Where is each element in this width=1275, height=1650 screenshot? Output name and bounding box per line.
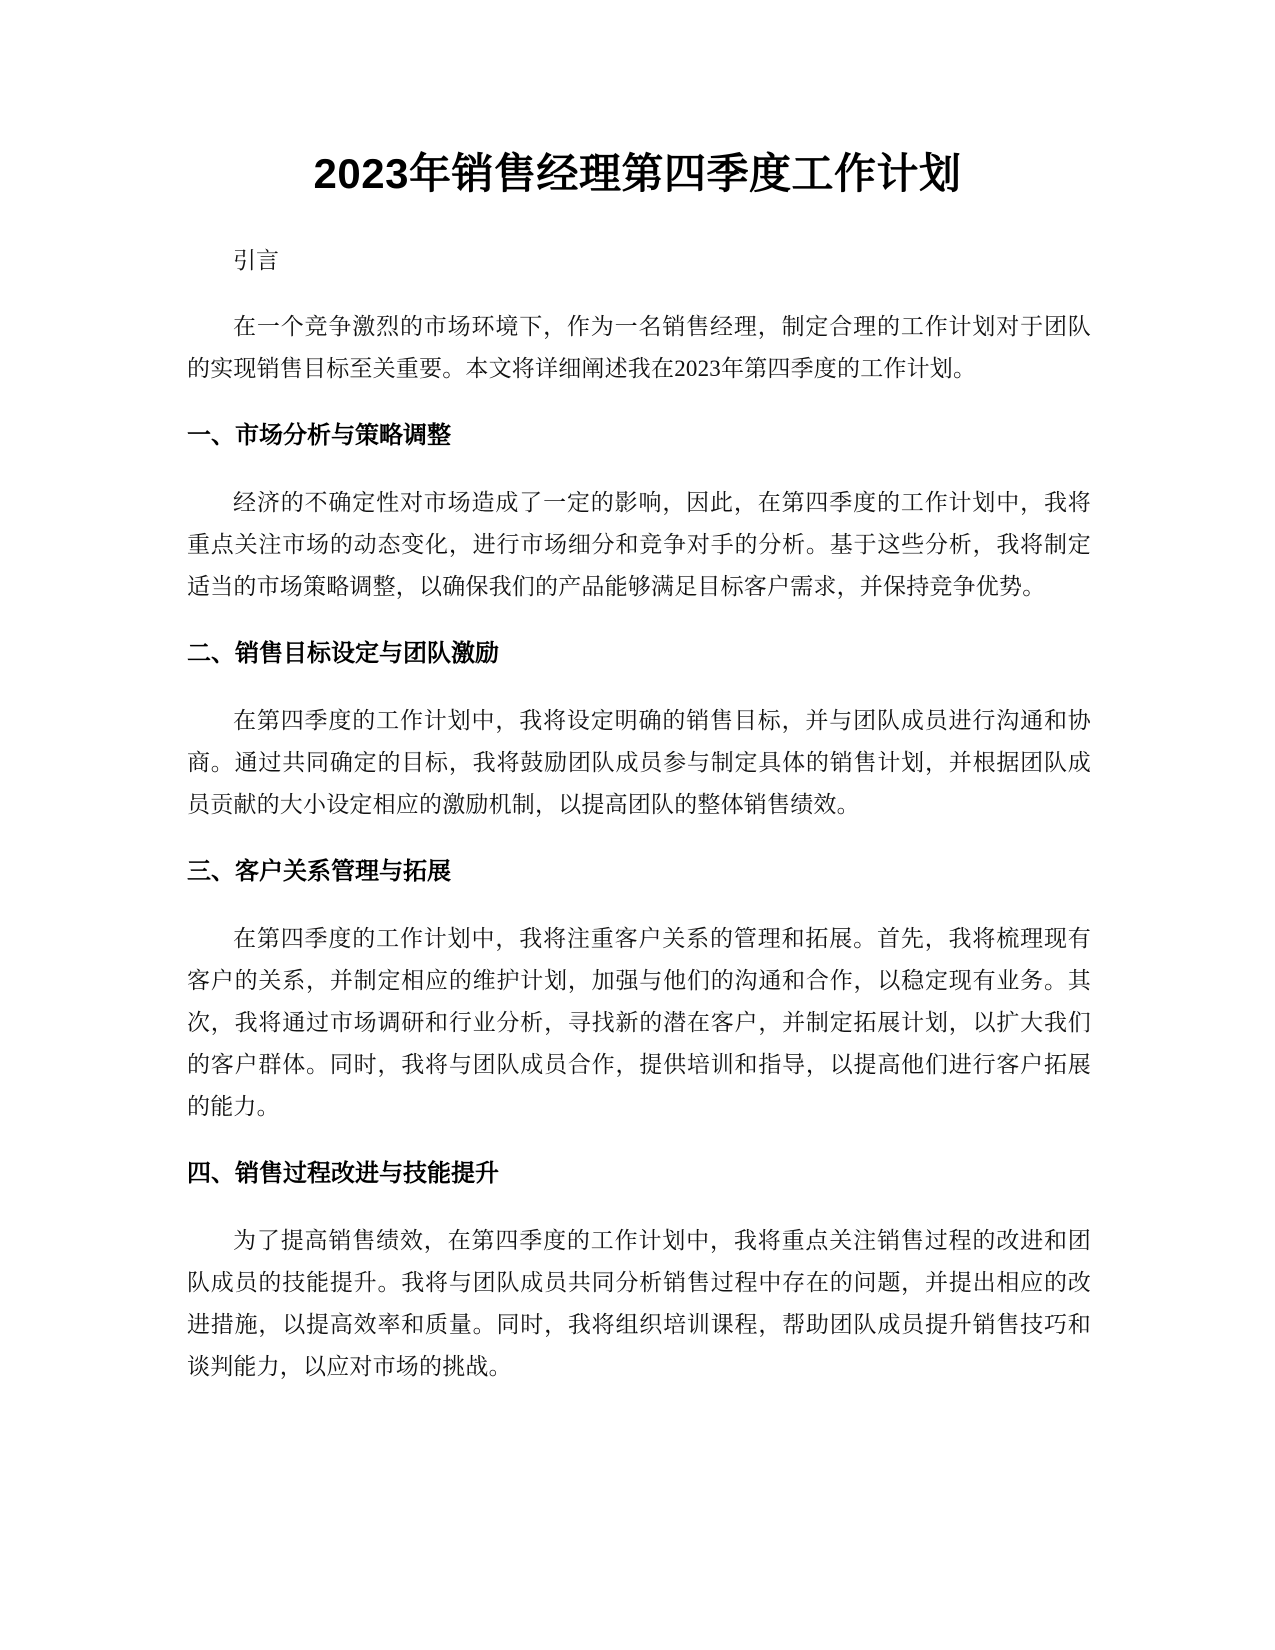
intro-paragraph: 在一个竞争激烈的市场环境下，作为一名销售经理，制定合理的工作计划对于团队的实现销售目标至关重要。本文将详细阐述我在2023年第四季度的工作计划。	[187, 314, 1091, 381]
section-heading-customer-relations: 三、客户关系管理与拓展	[187, 858, 451, 885]
section-heading-market-analysis: 一、市场分析与策略调整	[187, 422, 451, 449]
document-title: 2023年销售经理第四季度工作计划	[313, 150, 962, 197]
section-body-sales-targets: 在第四季度的工作计划中，我将设定明确的销售目标，并与团队成员进行沟通和协商。通过共同确定的目标，我将鼓励团队成员参与制定具体的销售计划，并根据团队成员贡献的大小设定相应的激励机制，以提高团队的整体销售绩效。	[187, 708, 1091, 817]
section-body-market-analysis: 经济的不确定性对市场造成了一定的影响，因此，在第四季度的工作计划中，我将重点关注市场的动态变化，进行市场细分和竞争对手的分析。基于这些分析，我将制定适当的市场策略调整，以确保我们的产品能够满足目标客户需求，并保持竞争优势。	[187, 490, 1091, 599]
section-heading-sales-targets: 二、销售目标设定与团队激励	[187, 640, 499, 667]
document-body	[187, 240, 1091, 1414]
intro-label: 引言	[233, 248, 279, 273]
section-body-sales-process: 为了提高销售绩效，在第四季度的工作计划中，我将重点关注销售过程的改进和团队成员的技能提升。我将与团队成员共同分析销售过程中存在的问题，并提出相应的改进措施，以提高效率和质量。同时，我将组织培训课程，帮助团队成员提升销售技巧和谈判能力，以应对市场的挑战。	[187, 1228, 1091, 1379]
section-heading-sales-process: 四、销售过程改进与技能提升	[187, 1160, 499, 1187]
section-body-customer-relations: 在第四季度的工作计划中，我将注重客户关系的管理和拓展。首先，我将梳理现有客户的关系，并制定相应的维护计划，加强与他们的沟通和合作，以稳定现有业务。其次，我将通过市场调研和行业分析，寻找新的潜在客户，并制定拓展计划，以扩大我们的客户群体。同时，我将与团队成员合作，提供培训和指导，以提高他们进行客户拓展的能力。	[187, 926, 1091, 1119]
